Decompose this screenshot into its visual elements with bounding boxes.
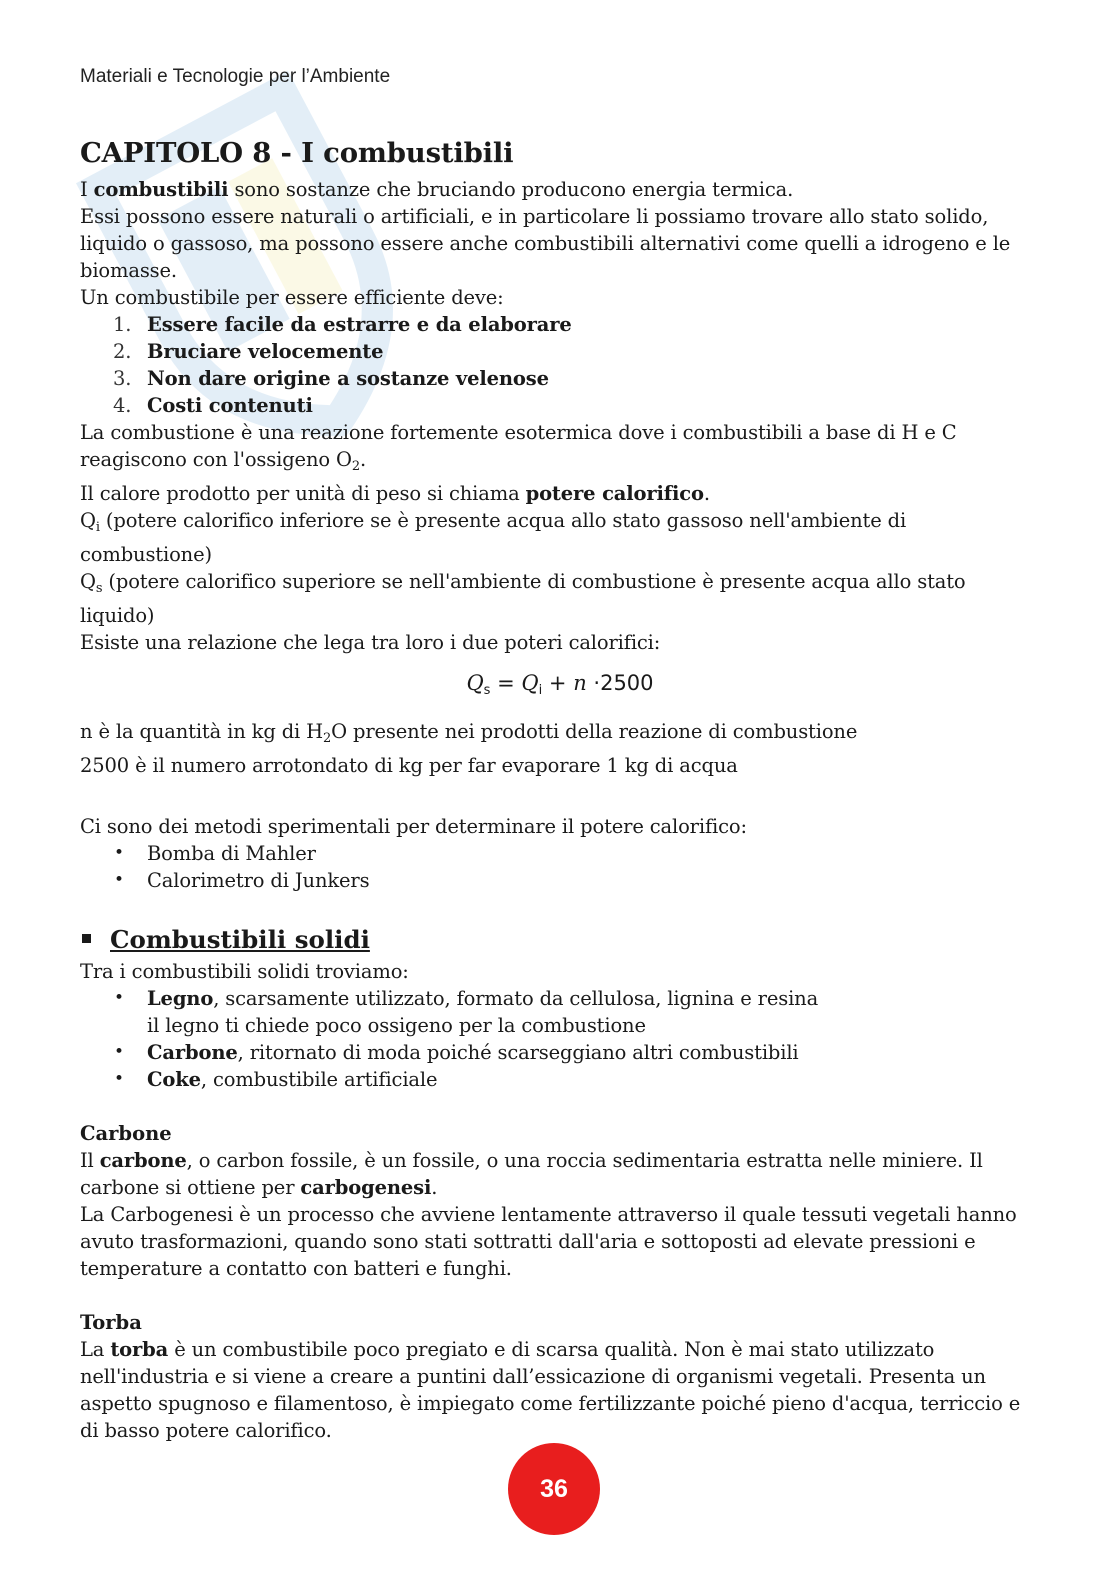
list-item: • Bomba di Mahler [114, 842, 316, 865]
list-item: • Coke, combustibile artificiale [114, 1068, 438, 1091]
list-item: 1. Essere facile da estrarre e da elaborare [113, 313, 572, 336]
bullet-icon: • [114, 870, 124, 890]
list-item: • Legno, scarsamente utilizzato, formato da cellulosa, lignina e resina il legno ti chiede poco ossigeno per la combustione [114, 987, 819, 1037]
list-item: 2. Bruciare velocemente [113, 340, 384, 363]
methods-intro: Ci sono dei metodi sperimentali per determinare il potere calorifico: [80, 815, 747, 838]
page-content [80, 132, 1040, 1444]
list-item: 3. Non dare origine a sostanze velenose [113, 367, 549, 390]
list-item: 4. Costi contenuti [113, 394, 313, 417]
solids-list [80, 985, 1040, 1093]
torba-paragraph: La torba è un combustibile poco pregiato e di scarsa qualità. Non è mai stato utilizzato nell'industria e si viene a creare a puntini dall’essicazione di organismi vegetali. Presenta un aspetto spugnoso e filamentoso, è impiegato come fertilizzante poiché pieno d'acqua, terriccio e di basso potere calorifico. [80, 1338, 1021, 1442]
page-number-badge: 36 [508, 1443, 600, 1535]
torba-heading: Torba [80, 1311, 142, 1334]
bullet-icon: • [114, 1069, 124, 1089]
carbone-paragraph-1: Il carbone, o carbon fossile, è un fossile, o una roccia sedimentaria estratta nelle miniere. Il carbone si ottiene per carbogenesi. [80, 1149, 983, 1199]
formula-note-2500: 2500 è il numero arrotondato di kg per far evaporare 1 kg di acqua [80, 754, 738, 777]
intro-paragraph-2: Essi possono essere naturali o artificiali, e in particolare li possiamo trovare allo stato solido, liquido o gassoso, ma possono essere anche combustibili alternativi come quelli a idrogeno e le biomasse. [80, 205, 1011, 282]
carbone-heading: Carbone [80, 1122, 172, 1145]
carbone-paragraph-2: La Carbogenesi è un processo che avviene lentamente attraverso il quale tessuti vegetali hanno avuto trasformazioni, quando sono stati sottratti dall'aria e sottoposti ad elevate pressioni e temperature a contatto con batteri e funghi. [80, 1203, 1017, 1280]
qs-definition: $Q_s$ (potere calorifico superiore se nell'ambiente di combustione è presente acqua allo stato liquido) [80, 570, 966, 627]
list-item: • Carbone, ritornato di moda poiché scarseggiano altri combustibili [114, 1041, 799, 1064]
calorific-power-paragraph: Il calore prodotto per unità di peso si chiama potere calorifico. [80, 482, 710, 505]
calorific-formula: $Q_s = Q_i + n \cdot 2500$ [466, 671, 654, 698]
relation-paragraph: Esiste una relazione che lega tra loro i due poteri calorifici: [80, 631, 661, 654]
combustion-paragraph: La combustione è una reazione fortemente esotermica dove i combustibili a base di H e C reagiscono con l'ossigeno $O_2$. [80, 421, 957, 474]
methods-list [80, 840, 1040, 894]
document-header: Materiali e Tecnologie per l’Ambiente [80, 66, 391, 87]
list-item: • Calorimetro di Junkers [114, 869, 370, 892]
chapter-title: CAPITOLO 8 - I combustibili [80, 137, 514, 169]
formula-note-n: n è la quantità in kg di $H_2O$ presente nei prodotti della reazione di combustione [80, 720, 858, 746]
requirements-list [80, 311, 1040, 419]
bullet-icon: • [114, 1042, 124, 1062]
bullet-icon: • [114, 843, 124, 863]
section-title-solids: Combustibili solidi [80, 922, 1040, 958]
intro-paragraph-3: Un combustibile per essere efficiente deve: [80, 286, 504, 309]
qi-definition: $Q_i$ (potere calorifico inferiore se è presente acqua allo stato gassoso nell'ambiente di combustione) [80, 509, 907, 566]
intro-paragraph-1: I combustibili sono sostanze che bruciando producono energia termica. [80, 178, 794, 201]
solids-intro: Tra i combustibili solidi troviamo: [80, 960, 409, 983]
square-bullet-icon [82, 934, 91, 943]
bullet-icon: • [114, 988, 124, 1008]
